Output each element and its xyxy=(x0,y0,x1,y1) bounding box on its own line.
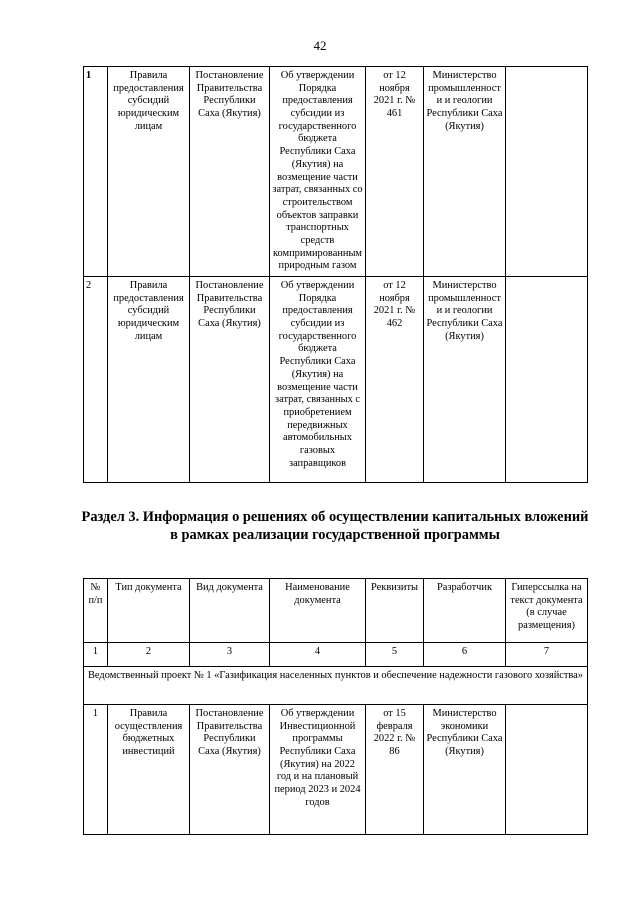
developer-cell: Министерство промышленности и геологии Республики Саха (Якутия) xyxy=(424,277,506,483)
table-row xyxy=(84,277,588,483)
documents-table-continued xyxy=(83,66,588,483)
doc-name-cell: Об утверждении Порядка предоставления субсидии из государственного бюджета Республики Саха (Якутия) на возмещение части затрат, связанных с приобретением передвижных автомобильных газовых заправщиков xyxy=(270,277,366,483)
capital-investments-table xyxy=(83,578,588,835)
header-doc-kind: Вид документа xyxy=(190,579,270,643)
doc-name-cell: Об утверждении Инвестиционной программы Республики Саха (Якутия) на 2022 год и на плановый период 2023 и 2024 годов xyxy=(270,705,366,835)
column-number: 2 xyxy=(108,643,190,667)
row-number: 2 xyxy=(84,277,108,483)
doc-type-cell: Правила осуществления бюджетных инвестиций xyxy=(108,705,190,835)
header-num: № п/п xyxy=(84,579,108,643)
doc-kind-cell: Постановление Правительства Республики Саха (Якутия) xyxy=(190,277,270,483)
hyperlink-cell xyxy=(506,67,588,277)
doc-name-cell: Об утверждении Порядка предоставления субсидии из государственного бюджета Республики Саха (Якутия) на возмещение части затрат, связанных со строительством объектов заправки транспортных средств компримированным природным газом xyxy=(270,67,366,277)
column-number: 4 xyxy=(270,643,366,667)
developer-cell: Министерство промышленности и геологии Республики Саха (Якутия) xyxy=(424,67,506,277)
row-number: 1 xyxy=(84,705,108,835)
column-number: 7 xyxy=(506,643,588,667)
requisites-cell: от 12 ноября 2021 г. № 461 xyxy=(366,67,424,277)
table-header-row xyxy=(84,579,588,643)
column-number: 1 xyxy=(84,643,108,667)
doc-type-cell: Правила предоставления субсидий юридическим лицам xyxy=(108,277,190,483)
hyperlink-cell xyxy=(506,705,588,835)
column-number: 3 xyxy=(190,643,270,667)
header-doc-name: Наименование документа xyxy=(270,579,366,643)
header-requisites: Реквизиты xyxy=(366,579,424,643)
column-numbers-row xyxy=(84,643,588,667)
project-row xyxy=(84,667,588,705)
row-number: 1 xyxy=(84,67,108,277)
hyperlink-cell xyxy=(506,277,588,483)
doc-type-cell: Правила предоставления субсидий юридическим лицам xyxy=(108,67,190,277)
header-hyperlink: Гиперссылка на текст документа (в случае размещения) xyxy=(506,579,588,643)
header-doc-type: Тип документа xyxy=(108,579,190,643)
header-developer: Разработчик xyxy=(424,579,506,643)
doc-kind-cell: Постановление Правительства Республики Саха (Якутия) xyxy=(190,67,270,277)
section-heading: Раздел 3. Информация о решениях об осуществлении капитальных вложений в рамках реализации государственной программы xyxy=(81,509,589,544)
doc-kind-cell: Постановление Правительства Республики Саха (Якутия) xyxy=(190,705,270,835)
column-number: 6 xyxy=(424,643,506,667)
table-row xyxy=(84,705,588,835)
requisites-cell: от 12 ноября 2021 г. № 462 xyxy=(366,277,424,483)
developer-cell: Министерство экономики Республики Саха (Якутия) xyxy=(424,705,506,835)
requisites-cell: от 15 февраля 2022 г. № 86 xyxy=(366,705,424,835)
table-row xyxy=(84,67,588,277)
page-number: 42 xyxy=(313,38,327,53)
project-title: Ведомственный проект № 1 «Газификация населенных пунктов и обеспечение надежности газового хозяйства» xyxy=(84,667,588,705)
column-number: 5 xyxy=(366,643,424,667)
